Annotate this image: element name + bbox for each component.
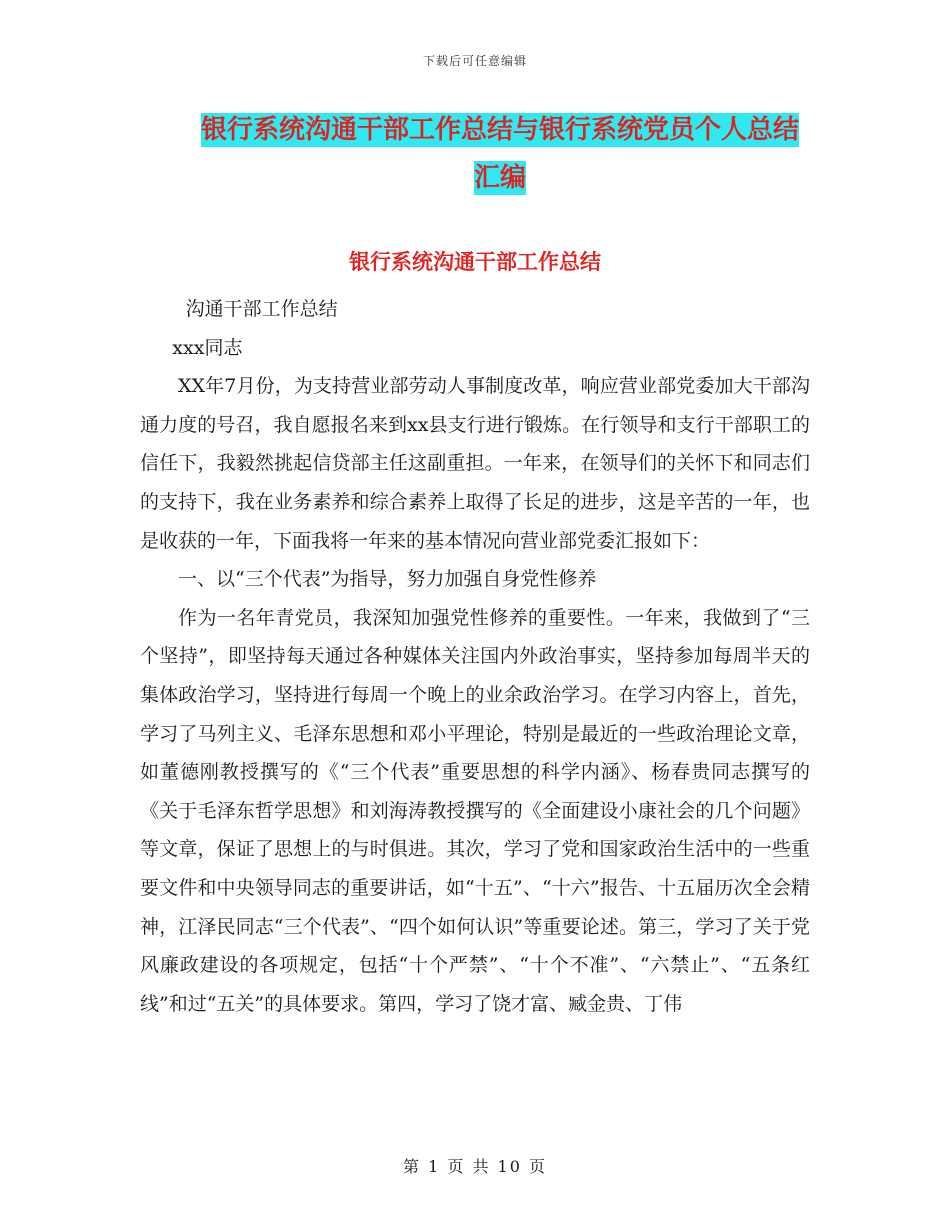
section-title: 银行系统沟通干部工作总结 [349,250,601,274]
document-body [140,290,810,1023]
paragraph-party-study: 作为一名年青党员，我深知加强党性修养的重要性。一年来，我做到了“三个坚持”，即坚持每天通过各种媒体关注国内外政治事实，坚持参加每周半天的集体政治学习，坚持进行每周一个晚上的业余政治学习。在学习内容上，首先，学习了马列主义、毛泽东思想和邓小平理论，特别是最近的一些政治理论文章，如董德刚教授撰写的《“三个代表”重要思想的科学内涵》、杨春贵同志撰写的《关于毛泽东哲学思想》和刘海涛教授撰写的《全面建设小康社会的几个问题》等文章，保证了思想上的与时俱进。其次，学习了党和国家政治生活中的一些重要文件和中央领导同志的重要讲话，如“十五”、“十六”报告、十五届历次全会精神，江泽民同志“三个代表”、“四个如何认识”等重要论述。第三，学习了关于党风廉政建设的各项规定，包括“十个严禁”、“十个不准”、“六禁止”、“五条红线”和过“五关”的具体要求。第四，学习了饶才富、臧金贵、丁伟 [140,606,810,1015]
page-number: 第 1 页 共 10 页 [403,1157,547,1176]
page-header-note: 下载后可任意编辑 [422,54,527,68]
paragraph-salutation: xxx同志 [172,336,243,359]
paragraph-heading-one: 一、以“三个代表”为指导，努力加强自身党性修养 [178,568,597,591]
document-title-line2: 汇编 [473,163,526,193]
paragraph-subtitle: 沟通干部工作总结 [185,298,338,320]
document-title-line1: 银行系统沟通干部工作总结与银行系统党员个人总结 [200,115,799,145]
paragraph-intro: XX年7月份，为支持营业部劳动人事制度改革，响应营业部党委加大干部沟通力度的号召，我自愿报名来到xx县支行进行锻炼。在行领导和支行干部职工的信任下，我毅然挑起信贷部主任这副重担。一年来，在领导们的关怀下和同志们的支持下，我在业务素养和综合素养上取得了长足的进步，这是辛苦的一年，也是收获的一年，下面我将一年来的基本情况向营业部党委汇报如下： [140,375,810,552]
document-title [140,106,860,202]
